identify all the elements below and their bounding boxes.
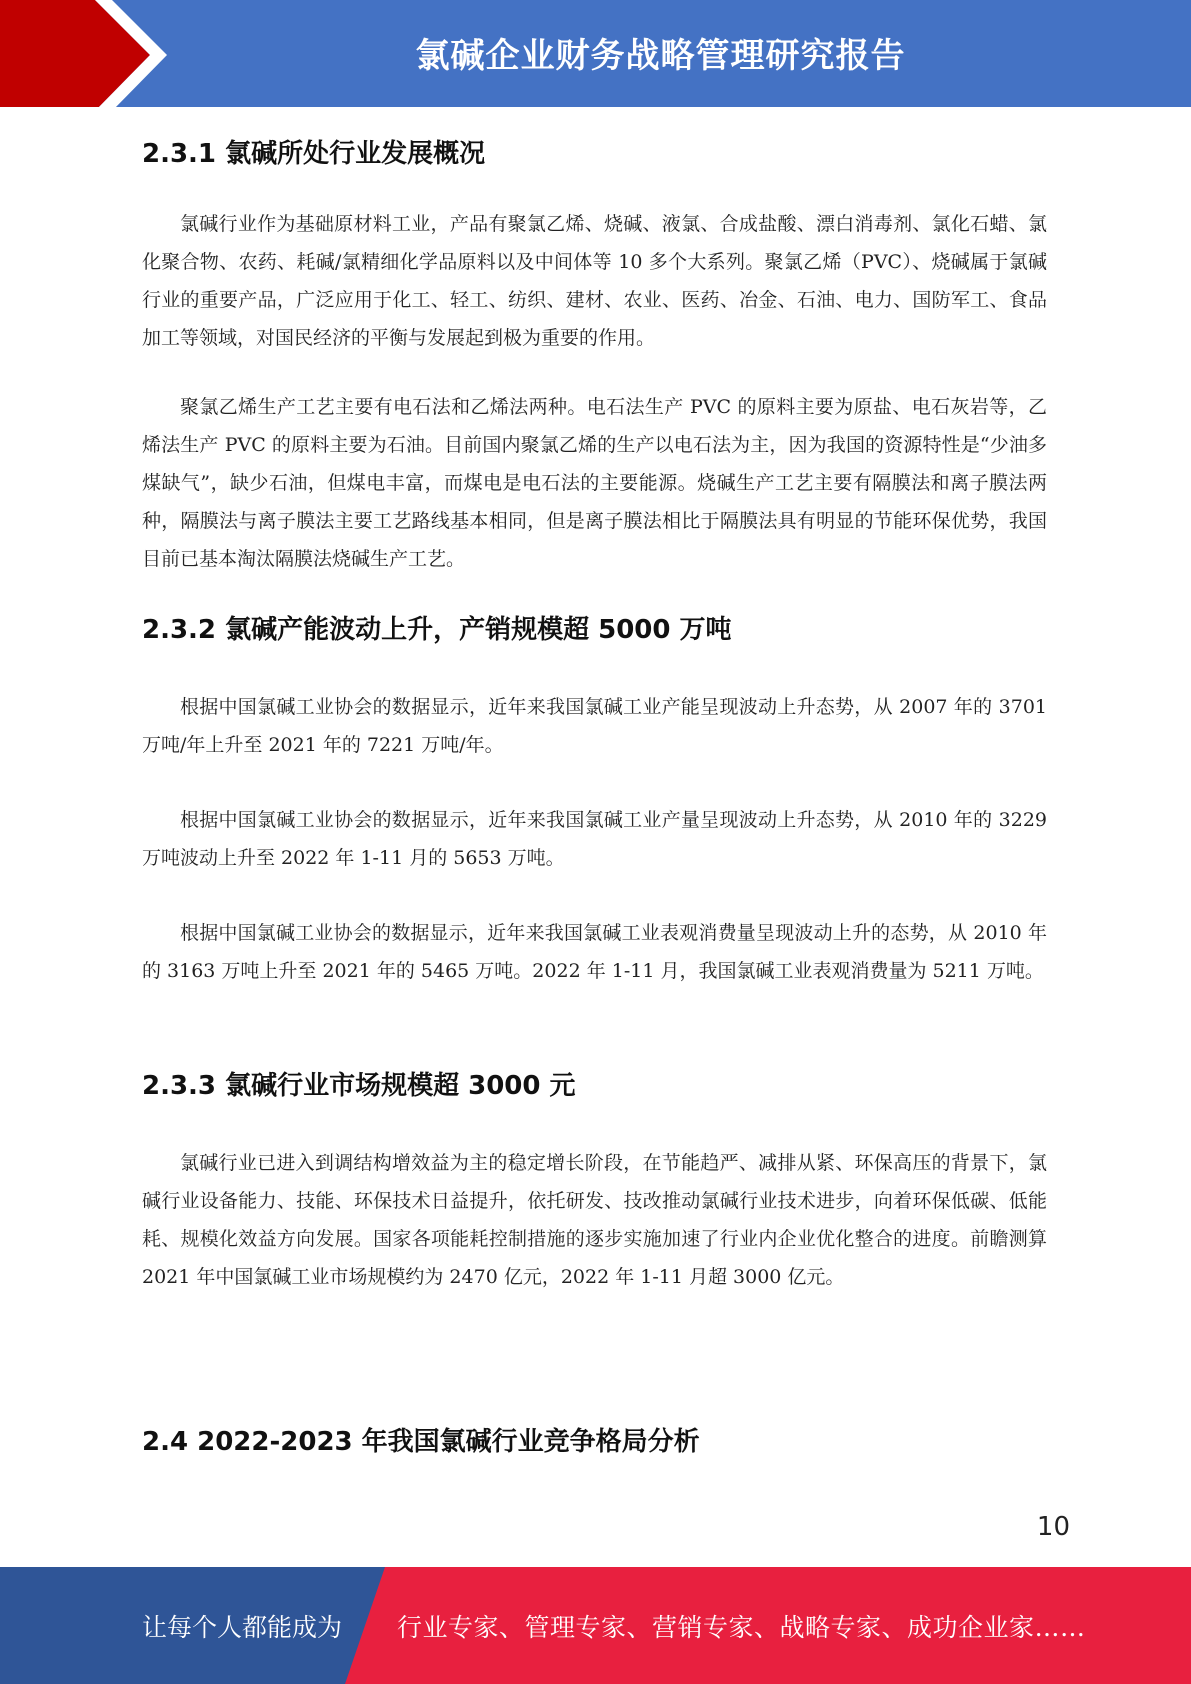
section-heading-2-3-2: 2.3.2 氯碱产能波动上升，产销规模超 5000 万吨	[142, 615, 732, 645]
footer-slogan-left: 让每个人都能成为	[142, 1612, 343, 1642]
section-heading-2-4: 2.4 2022-2023 年我国氯碱行业竞争格局分析	[142, 1427, 700, 1457]
paragraph: 聚氯乙烯生产工艺主要有电石法和乙烯法两种。电石法生产 PVC 的原料主要为原盐、电石灰岩等，乙烯法生产 PVC 的原料主要为石油。目前国内聚氯乙烯的生产以电石法为主，因为我国的资源特性是“少油多煤缺气”，缺少石油，但煤电丰富，而煤电是电石法的主要能源。烧碱生产工艺主要有隔膜法和离子膜法两种，隔膜法与离子膜法主要工艺路线基本相同，但是离子膜法相比于隔膜法具有明显的节能环保优势，我国目前已基本淘汰隔膜法烧碱生产工艺。	[142, 396, 1047, 570]
section-heading-2-3-3: 2.3.3 氯碱行业市场规模超 3000 元	[142, 1071, 576, 1101]
paragraph: 根据中国氯碱工业协会的数据显示，近年来我国氯碱工业产能呈现波动上升态势，从 2007 年的 3701 万吨/年上升至 2021 年的 7221 万吨/年。	[142, 696, 1047, 756]
page-number: 10	[1036, 1512, 1070, 1542]
section-heading-2-3-1: 2.3.1 氯碱所处行业发展概况	[142, 139, 486, 169]
paragraph: 氯碱行业作为基础原材料工业，产品有聚氯乙烯、烧碱、液氯、合成盐酸、漂白消毒剂、氯化石蜡、氯化聚合物、农药、耗碱/氯精细化学品原料以及中间体等 10 多个大系列。聚氯乙烯（PVC）、烧碱属于氯碱行业的重要产品，广泛应用于化工、轻工、纺织、建材、农业、医药、冶金、石油、电力、国防军工、食品加工等领域，对国民经济的平衡与发展起到极为重要的作用。	[142, 213, 1047, 349]
paragraph: 根据中国氯碱工业协会的数据显示，近年来我国氯碱工业产量呈现波动上升态势，从 2010 年的 3229 万吨波动上升至 2022 年 1-11 月的 5653 万吨。	[142, 809, 1047, 869]
page-footer	[0, 1567, 1191, 1684]
paragraph: 根据中国氯碱工业协会的数据显示，近年来我国氯碱工业表观消费量呈现波动上升的态势，从 2010 年的 3163 万吨上升至 2021 年的 5465 万吨。2022 年 1-11 月，我国氯碱工业表观消费量为 5211 万吨。	[142, 922, 1047, 982]
page-header	[0, 0, 1191, 111]
footer-slogan-right: 行业专家、管理专家、营销专家、战略专家、成功企业家……	[397, 1612, 1086, 1642]
paragraph: 氯碱行业已进入到调结构增效益为主的稳定增长阶段，在节能趋严、减排从紧、环保高压的背景下，氯碱行业设备能力、技能、环保技术日益提升，依托研发、技改推动氯碱行业技术进步，向着环保低碳、低能耗、规模化效益方向发展。国家各项能耗控制措施的逐步实施加速了行业内企业优化整合的进度。前瞻测算 2021 年中国氯碱工业市场规模约为 2470 亿元，2022 年 1-11 月超 3000 亿元。	[142, 1152, 1047, 1288]
report-title: 氯碱企业财务战略管理研究报告	[415, 36, 906, 76]
